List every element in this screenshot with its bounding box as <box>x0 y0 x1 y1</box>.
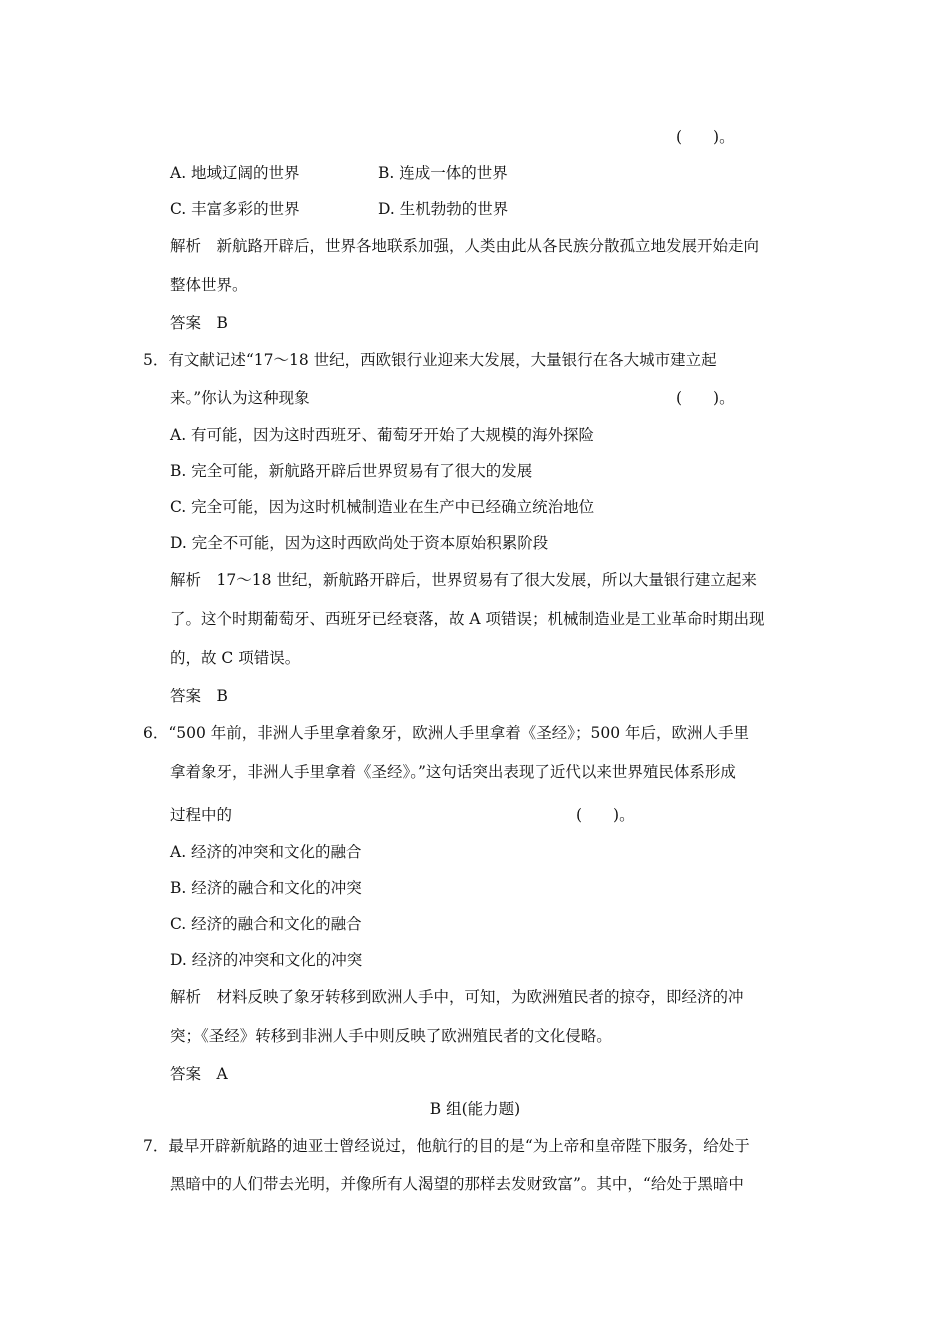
q4-answer: 答案 B <box>170 314 228 332</box>
q6-option-d: D. 经济的冲突和文化的冲突 <box>170 951 363 969</box>
q4-analysis-line-2: 整体世界。 <box>170 276 248 294</box>
q6-option-a: A. 经济的冲突和文化的融合 <box>170 843 362 861</box>
q5-option-c: C. 完全可能，因为这时机械制造业在生产中已经确立统治地位 <box>170 498 595 516</box>
q6-answer-blank: ( )。 <box>576 806 635 824</box>
q6-stem-line-2: 拿着象牙，非洲人手里拿着《圣经》。”这句话突出表现了近代以来世界殖民体系形成 <box>170 763 736 781</box>
q5-stem-line-2: 来。”你认为这种现象 <box>170 389 310 407</box>
q4-answer-blank: ( )。 <box>676 128 735 146</box>
section-b-heading: B 组(能力题) <box>429 1100 521 1118</box>
q5-answer: 答案 B <box>170 687 228 705</box>
q4-option-c: C. 丰富多彩的世界 <box>170 200 300 218</box>
q5-option-b: B. 完全可能，新航路开辟后世界贸易有了很大的发展 <box>170 462 533 480</box>
q6-stem-line-1: 6．“500 年前，非洲人手里拿着象牙，欧洲人手里拿着《圣经》；500 年后，欧洲人手里 <box>143 724 750 742</box>
q6-analysis-line-1: 解析 材料反映了象牙转移到欧洲人手中，可知，为欧洲殖民者的掠夺，即经济的冲 <box>170 988 744 1006</box>
q6-answer: 答案 A <box>170 1065 228 1083</box>
q4-option-d: D. 生机勃勃的世界 <box>378 200 509 218</box>
q5-option-a: A. 有可能，因为这时西班牙、葡萄牙开始了大规模的海外探险 <box>170 426 595 444</box>
q5-answer-blank: ( )。 <box>676 389 735 407</box>
q5-analysis-line-1: 解析 17～18 世纪，新航路开辟后，世界贸易有了很大发展，所以大量银行建立起来 <box>170 571 757 589</box>
q6-stem-line-3: 过程中的 <box>170 806 233 824</box>
q6-option-b: B. 经济的融合和文化的冲突 <box>170 879 362 897</box>
q5-option-d: D. 完全不可能，因为这时西欧尚处于资本原始积累阶段 <box>170 534 549 552</box>
q7-stem-line-1: 7．最早开辟新航路的迪亚士曾经说过，他航行的目的是“为上帝和皇帝陛下服务，给处于 <box>143 1137 750 1155</box>
q5-analysis-line-2: 了。这个时期葡萄牙、西班牙已经衰落，故 A 项错误；机械制造业是工业革命时期出现 <box>170 610 765 628</box>
q4-analysis-line-1: 解析 新航路开辟后，世界各地联系加强，人类由此从各民族分散孤立地发展开始走向 <box>170 237 760 255</box>
q5-stem-line-1: 5．有文献记述“17～18 世纪，西欧银行业迎来大发展，大量银行在各大城市建立起 <box>143 351 717 369</box>
q4-option-a: A. 地域辽阔的世界 <box>170 164 300 182</box>
q6-option-c: C. 经济的融合和文化的融合 <box>170 915 362 933</box>
q4-option-b: B. 连成一体的世界 <box>378 164 508 182</box>
q7-stem-line-2: 黑暗中的人们带去光明，并像所有人渴望的那样去发财致富”。其中，“给处于黑暗中 <box>170 1175 744 1193</box>
q5-analysis-line-3: 的，故 C 项错误。 <box>170 649 301 667</box>
q6-analysis-line-2: 突；《圣经》转移到非洲人手中则反映了欧洲殖民者的文化侵略。 <box>170 1027 612 1045</box>
